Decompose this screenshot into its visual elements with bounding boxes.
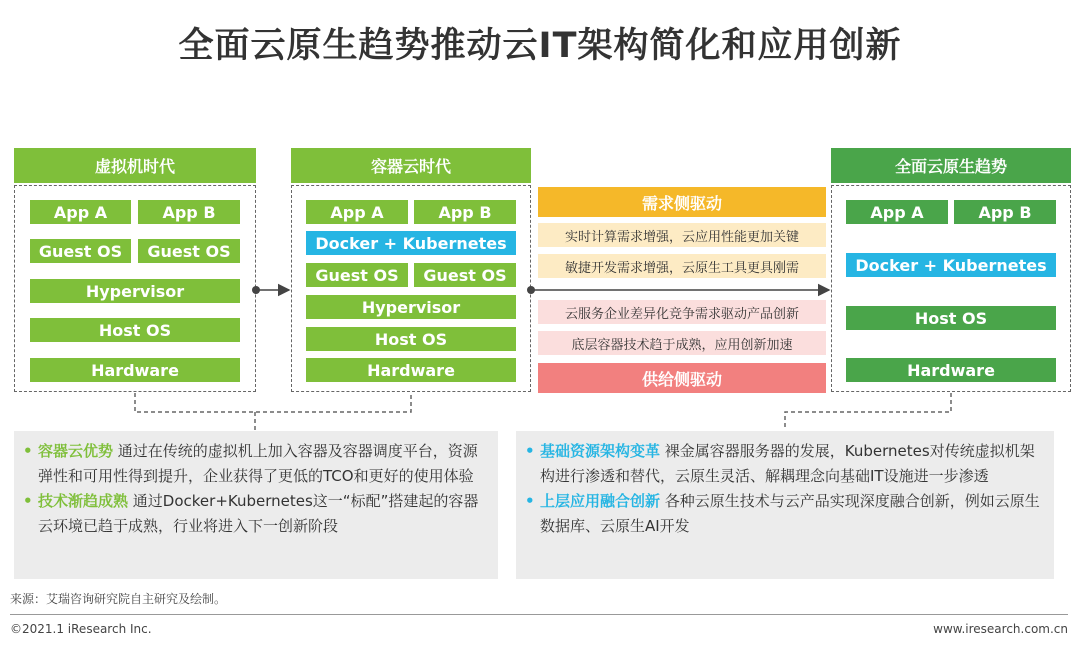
left-item-1-title: 容器云优势 (38, 442, 114, 460)
right-summary-item-2 (525, 489, 1040, 539)
supply-driver-item-1: 云服务企业差异化竞争需求驱动产品创新 (538, 300, 826, 324)
arrow-dot-container (527, 286, 535, 294)
cloud-native-app-a-block: App A (846, 200, 948, 224)
vm-guest-os-block-1: Guest OS (30, 239, 131, 263)
footer-divider (10, 614, 1068, 615)
right-item-1-text: 裸金属容器服务器的发展，Kubernetes对传统虚拟机架构进行渗透和替代，云原生灵活、解耦理念向基础IT设施进一步渗透 (540, 442, 1035, 485)
vm-era-header: 虚拟机时代 (14, 148, 256, 183)
arrow-dot-vm (252, 286, 260, 294)
container-hardware-block: Hardware (306, 358, 516, 382)
vm-hypervisor-block: Hypervisor (30, 279, 240, 303)
left-item-2-text: 通过Docker+Kubernetes这一“标配”搭建起的容器云环境已趋于成熟，行业将进入下一创新阶段 (38, 492, 479, 535)
left-item-1-text: 通过在传统的虚拟机上加入容器及容器调度平台，资源弹性和可用性得到提升，企业获得了更低的TCO和更好的使用体验 (38, 442, 478, 485)
container-app-b-block: App B (414, 200, 516, 224)
right-item-1-title: 基础资源架构变革 (540, 442, 661, 460)
vm-app-b-block: App B (138, 200, 240, 224)
vm-hardware-block: Hardware (30, 358, 240, 382)
cloud-native-docker-kubernetes-block: Docker + Kubernetes (846, 253, 1056, 277)
vm-app-a-block: App A (30, 200, 131, 224)
right-item-2-text: 各种云原生技术与云产品实现深度融合创新，例如云原生数据库、云原生AI开发 (540, 492, 1040, 535)
supply-driver-item-2: 底层容器技术趋于成熟，应用创新加速 (538, 331, 826, 355)
demand-driver-item-1: 实时计算需求增强，云应用性能更加关键 (538, 223, 826, 247)
bullet-icon: • (525, 492, 535, 510)
vm-host-os-block: Host OS (30, 318, 240, 342)
left-summary-item-2 (23, 489, 484, 539)
demand-driver-title: 需求侧驱动 (538, 187, 826, 217)
container-docker-kubernetes-block: Docker + Kubernetes (306, 231, 516, 255)
container-host-os-block: Host OS (306, 327, 516, 351)
left-item-2-title: 技术渐趋成熟 (38, 492, 129, 510)
container-hypervisor-block: Hypervisor (306, 295, 516, 319)
page-title: 全面云原生趋势推动云IT架构简化和应用创新 (178, 26, 902, 66)
cloud-native-header: 全面云原生趋势 (831, 148, 1071, 183)
left-summary-panel (14, 431, 498, 579)
bullet-icon: • (525, 442, 535, 460)
right-summary-item-1 (525, 439, 1040, 489)
container-guest-os-block-1: Guest OS (306, 263, 408, 287)
copyright: ©2021.1 iResearch Inc. (10, 622, 152, 636)
cloud-native-app-b-block: App B (954, 200, 1056, 224)
cloud-native-hardware-block: Hardware (846, 358, 1056, 382)
left-summary-item-1 (23, 439, 484, 489)
demand-driver-item-2: 敏捷开发需求增强，云原生工具更具刚需 (538, 254, 826, 278)
cloud-native-host-os-block: Host OS (846, 306, 1056, 330)
left-bracket (135, 393, 411, 412)
supply-driver-title: 供给侧驱动 (538, 363, 826, 393)
right-summary-panel (516, 431, 1054, 579)
bullet-icon: • (23, 442, 33, 460)
right-item-2-title: 上层应用融合创新 (540, 492, 661, 510)
right-bracket (785, 393, 951, 430)
bullet-icon: • (23, 492, 33, 510)
container-guest-os-block-2: Guest OS (414, 263, 516, 287)
container-app-a-block: App A (306, 200, 408, 224)
container-era-header: 容器云时代 (291, 148, 531, 183)
website-link[interactable]: www.iresearch.com.cn (933, 622, 1068, 636)
source-note: 来源：艾瑞咨询研究院自主研究及绘制。 (10, 592, 227, 606)
vm-guest-os-block-2: Guest OS (138, 239, 240, 263)
